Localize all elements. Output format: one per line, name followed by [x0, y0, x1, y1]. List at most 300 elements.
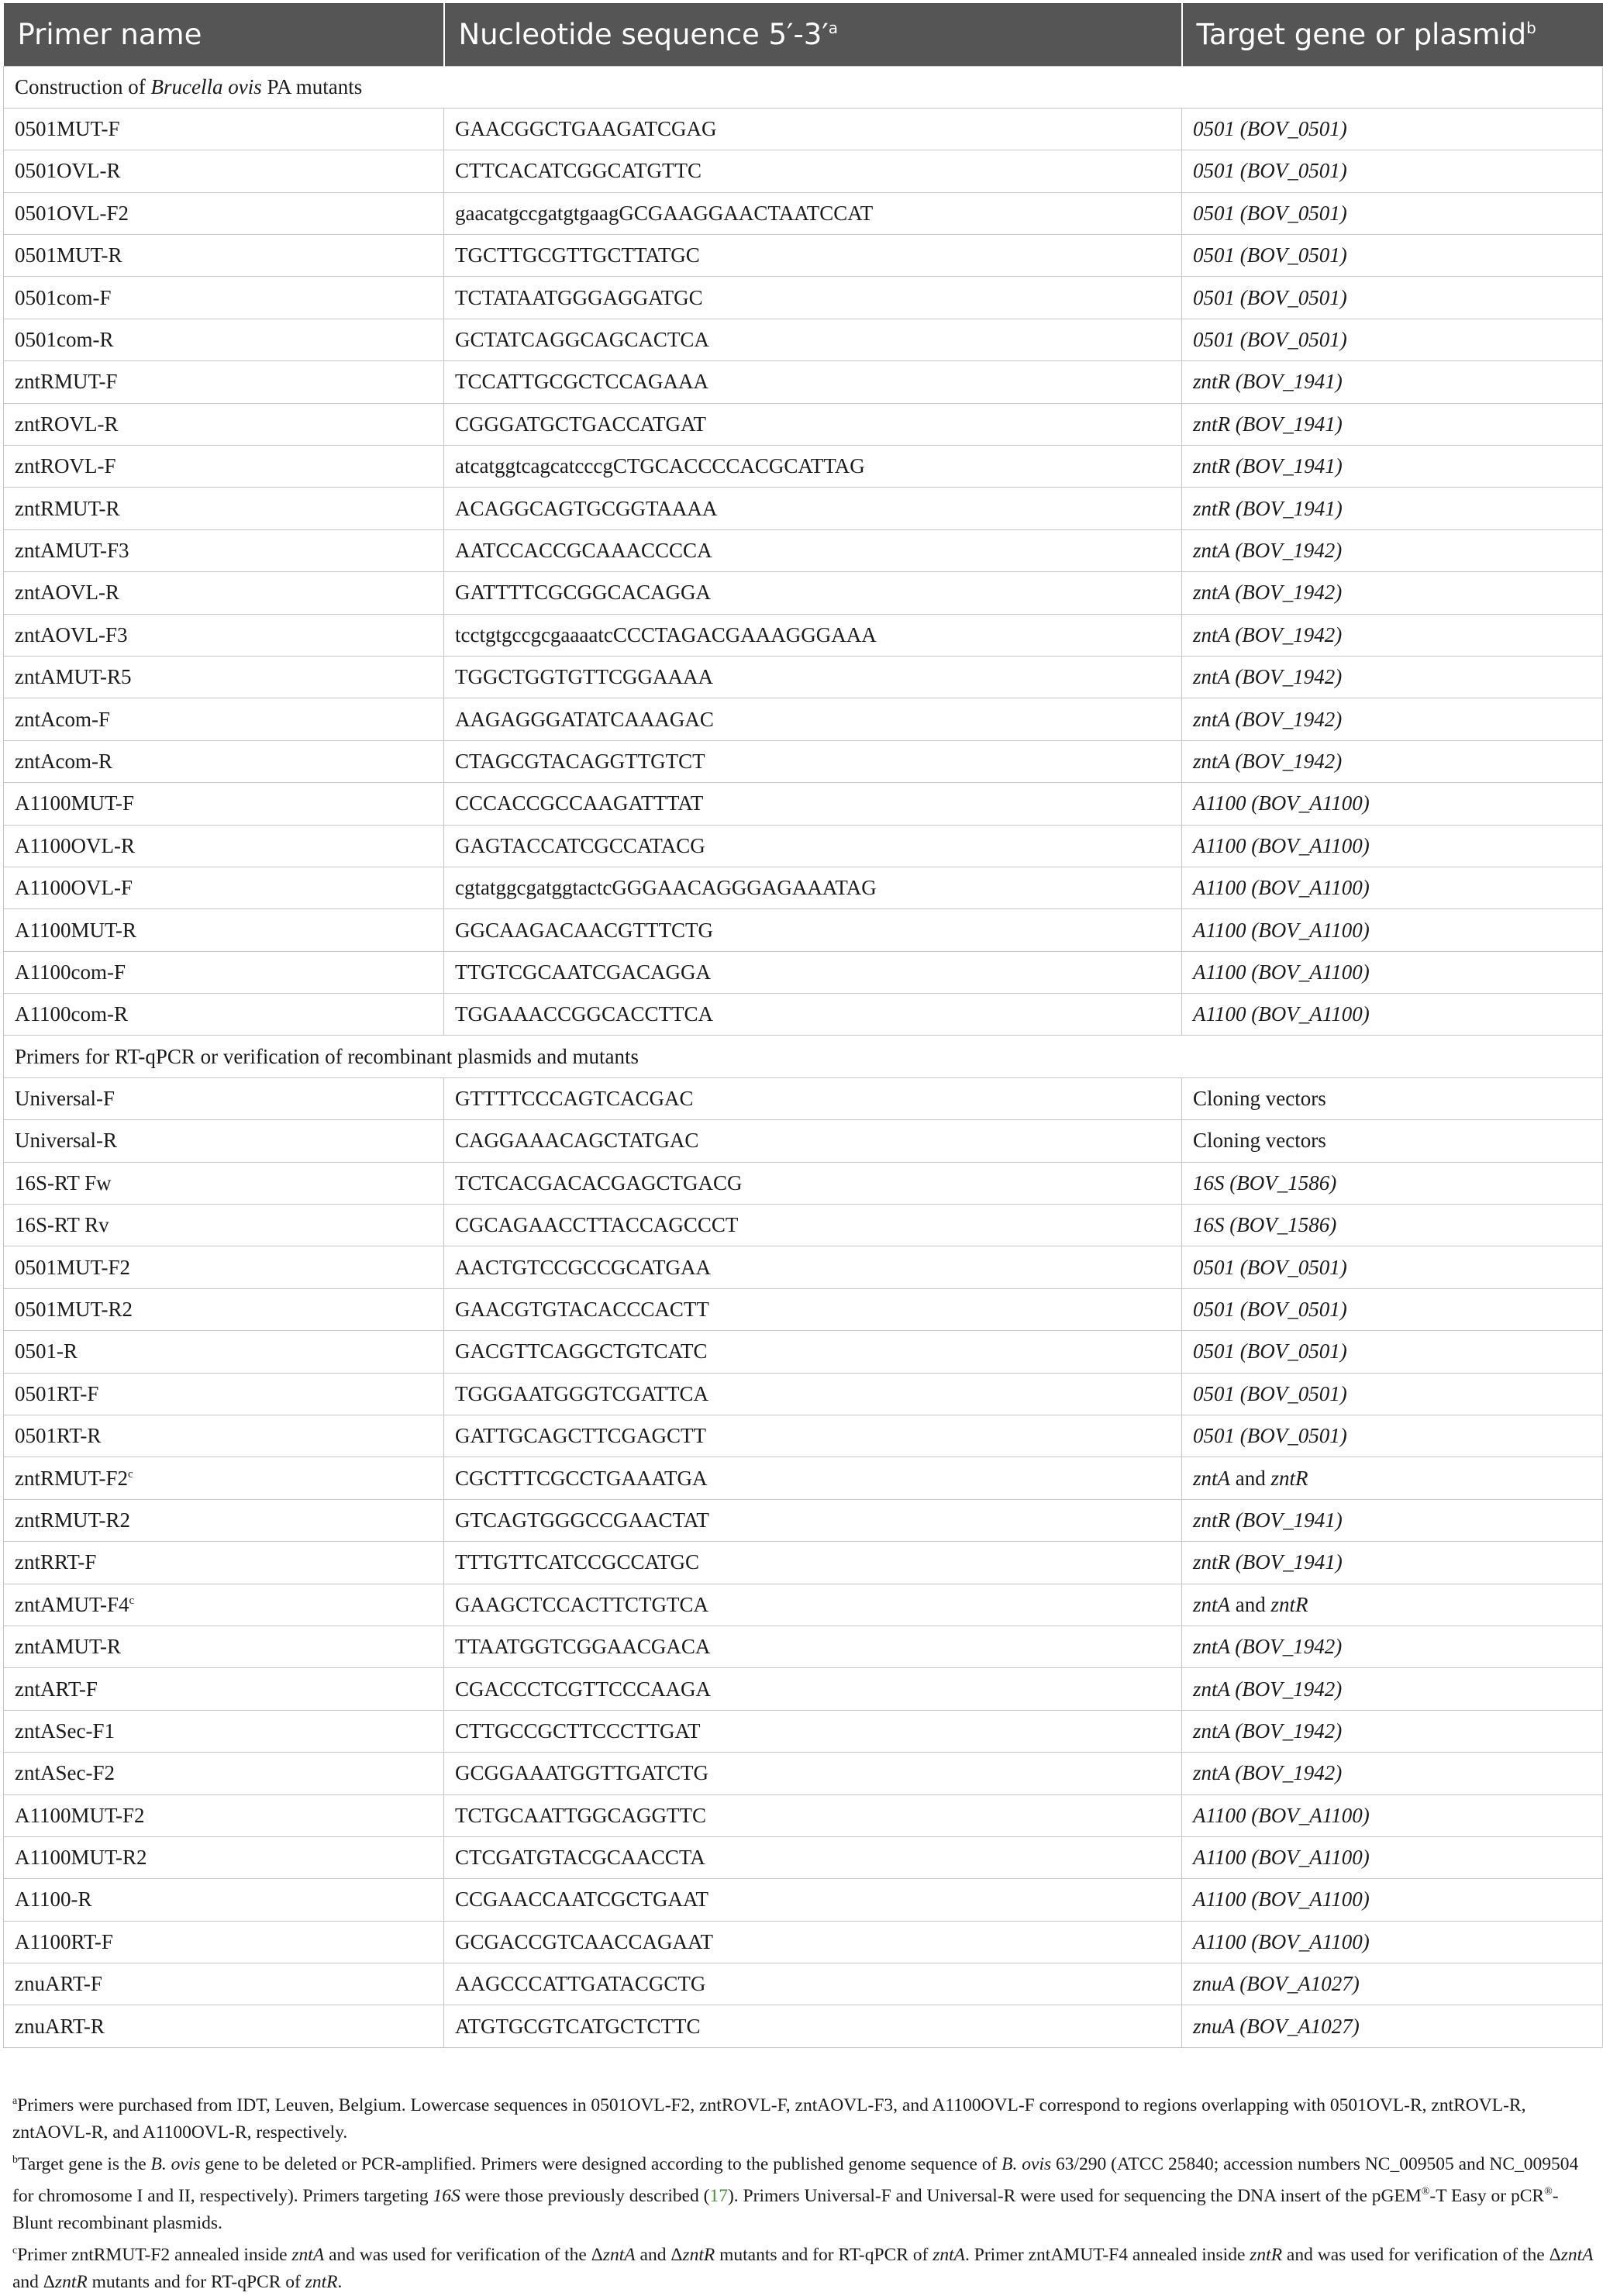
primer-target: zntR (BOV_1941) [1193, 412, 1343, 436]
section-row [4, 1036, 1603, 1077]
primer-name-cell [4, 1542, 444, 1584]
sequence-cell [444, 1499, 1182, 1541]
primer-name: A1100MUT-F2 [15, 1803, 145, 1827]
target-cell [1182, 1331, 1603, 1373]
primer-table [3, 3, 1603, 2048]
table-row [4, 1753, 1603, 1794]
sequence-cell [444, 108, 1182, 150]
target-cell [1182, 656, 1603, 698]
primer-target: Cloning vectors [1193, 1087, 1326, 1111]
target-cell [1182, 488, 1603, 529]
section-title [4, 1036, 1603, 1077]
table-header [4, 3, 1603, 66]
primer-sequence: ACAGGCAGTGCGGTAAAA [455, 496, 718, 520]
target-cell [1182, 1288, 1603, 1330]
primer-sequence: TGGGAATGGGTCGATTCA [455, 1381, 708, 1405]
primer-name-cell [4, 1879, 444, 1921]
target-cell [1182, 108, 1603, 150]
footnote-text: Primers were purchased from IDT, Leuven, Belgium. Lowercase sequences in 0501OVL-F2, zntROVL-F, zntAOVL-F3, and A1100OVL-F correspond to regions overlapping with 0501OVL-R, zntROVL-R, zntAOVL-R, and A1100OVL-R, respectively. [12, 2095, 1526, 2143]
table-row [4, 529, 1603, 571]
primer-name-cell [4, 319, 444, 360]
primer-target: zntR (BOV_1941) [1193, 370, 1343, 394]
sequence-cell [444, 951, 1182, 993]
primer-target: zntA (BOV_1942) [1193, 581, 1343, 605]
primer-target: znuA (BOV_A1027) [1193, 1972, 1360, 1996]
sequence-cell [444, 1794, 1182, 1836]
primer-name: 0501-R [15, 1339, 78, 1363]
primer-target: 0501 (BOV_0501) [1193, 201, 1347, 225]
target-cell [1182, 614, 1603, 656]
primer-name: zntAcom-F [15, 707, 110, 731]
primer-name: A1100com-R [15, 1002, 128, 1026]
primer-name-cell [4, 150, 444, 192]
table-row [4, 235, 1603, 277]
primer-name: zntRMUT-R2 [15, 1508, 131, 1532]
primer-name-cell [4, 361, 444, 403]
primer-target: zntA (BOV_1942) [1193, 1719, 1343, 1743]
footnote-italic: zntR [682, 2245, 715, 2265]
table-row [4, 1499, 1603, 1541]
primer-target: zntR (BOV_1941) [1193, 496, 1343, 520]
target-cell [1182, 1710, 1603, 1752]
primer-name-cell [4, 488, 444, 529]
target-cell [1182, 1246, 1603, 1288]
sequence-cell [444, 698, 1182, 740]
sequence-cell [444, 1625, 1182, 1667]
sequence-cell [444, 1584, 1182, 1625]
table-row [4, 1120, 1603, 1162]
table-body [4, 66, 1603, 2047]
primer-target: 0501 (BOV_0501) [1193, 1424, 1347, 1448]
primer-sequence: TCTGCAATTGGCAGGTTC [455, 1803, 706, 1827]
footnote-text: -T Easy or pCR [1429, 2186, 1545, 2206]
target-cell [1182, 1921, 1603, 1963]
table-row [4, 150, 1603, 192]
footnote-text: ). Primers Universal-F and Universal-R were used for sequencing the DNA insert of the pGEM [727, 2186, 1422, 2206]
sequence-cell [444, 867, 1182, 908]
primer-name-cell [4, 1288, 444, 1330]
primer-name: Universal-R [15, 1129, 117, 1153]
primer-sequence: GAAGCTCCACTTCTGTCA [455, 1592, 709, 1616]
primer-name-cell [4, 951, 444, 993]
target-cell [1182, 150, 1603, 192]
sequence-cell [444, 1879, 1182, 1921]
primer-sequence: GAACGGCTGAAGATCGAG [455, 117, 717, 141]
table-footnotes [12, 2087, 1594, 2296]
table-row [4, 1963, 1603, 2005]
sequence-cell [444, 488, 1182, 529]
primer-sequence: CTTGCCGCTTCCCTTGAT [455, 1719, 701, 1743]
primer-target: A1100 (BOV_A1100) [1193, 918, 1370, 942]
primer-sequence: tcctgtgccgcgaaaatcCCCTAGACGAAAGGGAAA [455, 622, 877, 646]
table-row [4, 572, 1603, 614]
primer-name: 0501com-F [15, 285, 112, 309]
target-cell [1182, 1120, 1603, 1162]
primer-name-cell [4, 1415, 444, 1457]
table-row [4, 1836, 1603, 1878]
primer-name-cell [4, 572, 444, 614]
table-row [4, 698, 1603, 740]
sequence-cell [444, 446, 1182, 488]
section-title-text: Construction of [15, 74, 151, 98]
footnote [12, 2237, 1594, 2296]
primer-target: zntA (BOV_1942) [1193, 665, 1343, 689]
sequence-cell [444, 825, 1182, 867]
primer-sequence: CGGGATGCTGACCATGAT [455, 412, 707, 436]
target-cell [1182, 2005, 1603, 2047]
table-row [4, 1879, 1603, 1921]
primer-target: zntA (BOV_1942) [1193, 749, 1343, 773]
footnote-text: and Δ [635, 2245, 683, 2265]
target-cell [1182, 1415, 1603, 1457]
target-cell [1182, 277, 1603, 319]
table-row [4, 1457, 1603, 1499]
primer-sequence: GAGTACCATCGCCATACG [455, 833, 705, 857]
target-cell [1182, 740, 1603, 782]
footnote-italic: B. ovis [150, 2154, 201, 2174]
sequence-cell [444, 1246, 1182, 1288]
target-cell [1182, 1836, 1603, 1878]
primer-sequence: ATGTGCGTCATGCTCTTC [455, 2014, 701, 2038]
primer-name: A1100OVL-R [15, 833, 135, 857]
primer-target: Cloning vectors [1193, 1129, 1326, 1153]
primer-name: 0501RT-R [15, 1424, 102, 1448]
primer-sequence: TGGCTGGTGTTCGGAAAA [455, 665, 713, 689]
sequence-cell [444, 1077, 1182, 1119]
table-row [4, 361, 1603, 403]
sequence-cell [444, 403, 1182, 445]
section-row [4, 66, 1603, 108]
table-row [4, 783, 1603, 825]
footnote-text: Primer zntRMUT-F2 annealed inside [17, 2245, 292, 2265]
footnote-mark: c [129, 1594, 135, 1607]
sequence-cell [444, 1542, 1182, 1584]
primer-name-cell [4, 1921, 444, 1963]
primer-sequence: CTCGATGTACGCAACCTA [455, 1846, 705, 1870]
target-cell [1182, 1584, 1603, 1625]
primer-name: 0501MUT-F2 [15, 1255, 131, 1279]
sequence-cell [444, 614, 1182, 656]
target-cell [1182, 1753, 1603, 1794]
footnote-italic: zntR [1250, 2245, 1283, 2265]
footnote-text: mutants and for RT-qPCR of [715, 2245, 933, 2265]
sequence-cell [444, 150, 1182, 192]
target-cell [1182, 1668, 1603, 1710]
table-row [4, 277, 1603, 319]
primer-name: 0501com-R [15, 328, 114, 352]
primer-name: A1100MUT-F [15, 791, 135, 815]
primer-target: zntA (BOV_1942) [1193, 622, 1343, 646]
table-row [4, 1668, 1603, 1710]
footnote-italic: zntA [932, 2245, 966, 2265]
primer-sequence: GTCAGTGGGCCGAACTAT [455, 1508, 709, 1532]
table-row [4, 1288, 1603, 1330]
primer-name-cell [4, 1625, 444, 1667]
table-row [4, 951, 1603, 993]
table-row [4, 2005, 1603, 2047]
primer-name: zntRRT-F [15, 1550, 97, 1574]
primer-sequence: CTTCACATCGGCATGTTC [455, 159, 702, 183]
target-cell [1182, 994, 1603, 1036]
primer-name-cell [4, 446, 444, 488]
sequence-cell [444, 1415, 1182, 1457]
primer-name-cell [4, 277, 444, 319]
footnote-text: -Blunt recombinant plasmids. [12, 2186, 1559, 2233]
primer-name-cell [4, 909, 444, 951]
primer-target: 0501 (BOV_0501) [1193, 285, 1347, 309]
primer-name-cell [4, 1668, 444, 1710]
primer-sequence: TGCTTGCGTTGCTTATGC [455, 243, 700, 267]
table-row [4, 1246, 1603, 1288]
target-cell [1182, 235, 1603, 277]
footnote-text: Target gene is the [18, 2154, 151, 2174]
primer-target: A1100 (BOV_A1100) [1193, 1803, 1370, 1827]
footnote-italic: zntA [602, 2245, 636, 2265]
primer-target: 16S (BOV_1586) [1193, 1170, 1337, 1195]
primer-name: znuART-F [15, 1972, 102, 1996]
table-row [4, 656, 1603, 698]
primer-name: zntASec-F2 [15, 1761, 115, 1785]
table-row [4, 740, 1603, 782]
target-cell [1182, 361, 1603, 403]
primer-name-cell [4, 867, 444, 908]
primer-target: zntA (BOV_1942) [1193, 707, 1343, 731]
primer-target: zntA (BOV_1942) [1193, 538, 1343, 562]
primer-sequence: TCTCACGACACGAGCTGACG [455, 1170, 743, 1195]
footnote [12, 2087, 1594, 2146]
target-cell [1182, 783, 1603, 825]
sequence-cell [444, 529, 1182, 571]
primer-name-cell [4, 2005, 444, 2047]
header-primer-name: Primer name [4, 3, 444, 66]
target-cell [1182, 951, 1603, 993]
primer-sequence: CAGGAAACAGCTATGAC [455, 1129, 699, 1153]
primer-target: zntA (BOV_1942) [1193, 1677, 1343, 1701]
primer-name: 0501RT-F [15, 1381, 99, 1405]
primer-target: A1100 (BOV_A1100) [1193, 1846, 1370, 1870]
reference-link: 17 [709, 2186, 728, 2206]
sequence-cell [444, 909, 1182, 951]
target-cell [1182, 319, 1603, 360]
footnote-text: . [337, 2272, 343, 2292]
sequence-cell [444, 2005, 1182, 2047]
primer-name-cell [4, 1457, 444, 1499]
target-cell [1182, 1794, 1603, 1836]
primer-name-cell [4, 1963, 444, 2005]
sequence-cell [444, 740, 1182, 782]
table-row [4, 1205, 1603, 1246]
section-title [4, 66, 1603, 108]
primer-name: A1100MUT-R2 [15, 1846, 147, 1870]
primer-sequence: atcatggtcagcatcccgCTGCACCCCACGCATTAG [455, 454, 865, 478]
primer-sequence: AAGAGGGATATCAAAGAC [455, 707, 714, 731]
primer-name: 0501OVL-F2 [15, 201, 129, 225]
sequence-cell [444, 1457, 1182, 1499]
primer-name-cell [4, 235, 444, 277]
header-sequence: Nucleotide sequence $5'-3'^a$ [444, 3, 1182, 66]
target-cell [1182, 1077, 1603, 1119]
sequence-cell [444, 1963, 1182, 2005]
primer-name-cell [4, 1162, 444, 1204]
primer-name-cell [4, 825, 444, 867]
header-target: Target gene or plasmid$^b$ [1196, 17, 1536, 51]
primer-sequence: GATTTTCGCGGCACAGGA [455, 581, 711, 605]
table-row [4, 867, 1603, 908]
sequence-cell [444, 1205, 1182, 1246]
footnote-text: and Δ [12, 2272, 55, 2292]
primer-sequence: GCGGAAATGGTTGATCTG [455, 1761, 708, 1785]
sequence-cell [444, 1331, 1182, 1373]
primer-name: zntAMUT-R5 [15, 665, 132, 689]
primer-sequence: GCGACCGTCAACCAGAAT [455, 1929, 714, 1953]
primer-target: A1100 (BOV_A1100) [1193, 791, 1370, 815]
primer-target: 0501 (BOV_0501) [1193, 1255, 1347, 1279]
table-row [4, 1162, 1603, 1204]
sequence-cell [444, 1162, 1182, 1204]
footnote-italic: zntA [291, 2245, 325, 2265]
primer-name: zntAMUT-F3 [15, 538, 129, 562]
primer-name: 16S-RT Fw [15, 1170, 112, 1195]
primer-name: 0501MUT-R2 [15, 1298, 133, 1322]
footnote-mark: b [12, 2154, 18, 2166]
primer-sequence: GCTATCAGGCAGCACTCA [455, 328, 709, 352]
primer-name: zntAMUT-F4 [15, 1592, 129, 1616]
primer-sequence: AAGCCCATTGATACGCTG [455, 1972, 706, 1996]
primer-name: A1100com-F [15, 960, 126, 984]
primer-sequence: cgtatggcgatggtactcGGGAACAGGGAGAAATAG [455, 876, 877, 900]
primer-target: 0501 (BOV_0501) [1193, 1339, 1347, 1363]
primer-name-cell [4, 1499, 444, 1541]
primer-sequence: CGCTTTCGCCTGAAATGA [455, 1466, 708, 1490]
primer-name-cell [4, 698, 444, 740]
table-row [4, 1584, 1603, 1625]
primer-name: zntRMUT-F2 [15, 1466, 129, 1490]
primer-sequence: AACTGTCCGCCGCATGAA [455, 1255, 712, 1279]
primer-name-cell [4, 994, 444, 1036]
primer-sequence: GAACGTGTACACCCACTT [455, 1298, 709, 1322]
registered-mark: ® [1421, 2186, 1430, 2198]
primer-name-cell [4, 1753, 444, 1794]
primer-name: A1100OVL-F [15, 876, 133, 900]
primer-sequence: TTGTCGCAATCGACAGGA [455, 960, 711, 984]
primer-target: zntR (BOV_1941) [1193, 454, 1343, 478]
primer-name: zntROVL-R [15, 412, 119, 436]
table-row [4, 614, 1603, 656]
primer-target: zntA (BOV_1942) [1193, 1761, 1343, 1785]
primer-name: zntAcom-R [15, 749, 112, 773]
footnote [12, 2146, 1594, 2237]
target-cell [1182, 825, 1603, 867]
primer-sequence: CCGAACCAATCGCTGAAT [455, 1887, 709, 1912]
sequence-cell [444, 1373, 1182, 1415]
sequence-cell [444, 1921, 1182, 1963]
section-title-species: Brucella ovis [150, 74, 262, 98]
primer-target: A1100 (BOV_A1100) [1193, 960, 1370, 984]
primer-sequence: gaacatgccgatgtgaagGCGAAGGAACTAATCCAT [455, 201, 874, 225]
sequence-cell [444, 235, 1182, 277]
footnote-italic: zntA [1560, 2245, 1594, 2265]
sequence-cell [444, 994, 1182, 1036]
target-cell [1182, 1162, 1603, 1204]
primer-name-cell [4, 403, 444, 445]
table-row [4, 1625, 1603, 1667]
primer-sequence: TCTATAATGGGAGGATGC [455, 285, 703, 309]
sequence-cell [444, 783, 1182, 825]
section-title-text: Primers for RT-qPCR or verification of recombinant plasmids and mutants [15, 1044, 639, 1068]
primer-name: zntRMUT-R [15, 496, 120, 520]
table-row [4, 909, 1603, 951]
primer-name: zntAOVL-R [15, 581, 119, 605]
footnote-text: and was used for verification of the Δ [324, 2245, 603, 2265]
sequence-cell [444, 1710, 1182, 1752]
primer-target: 0501 (BOV_0501) [1193, 1298, 1347, 1322]
table-row [4, 1077, 1603, 1119]
primer-target: zntA and zntR [1193, 1592, 1308, 1616]
footnote-text: gene to be deleted or PCR-amplified. Primers were designed according to the published genome sequence of [200, 2154, 1002, 2174]
primer-target: 0501 (BOV_0501) [1193, 1381, 1347, 1405]
primer-target: A1100 (BOV_A1100) [1193, 833, 1370, 857]
primer-name-cell [4, 740, 444, 782]
target-cell [1182, 572, 1603, 614]
footnote-italic: B. ovis [1001, 2154, 1052, 2174]
table-row [4, 1710, 1603, 1752]
primer-target: zntA (BOV_1942) [1193, 1635, 1343, 1659]
footnote-text: and was used for verification of the Δ [1282, 2245, 1561, 2265]
target-cell [1182, 1542, 1603, 1584]
footnote-text: 63/290 (ATCC 25840; accession numbers NC_009505 and NC_009504 for chromosome I and II, respectively). Primers targeting [12, 2154, 1579, 2206]
target-cell [1182, 1499, 1603, 1541]
primer-target: 0501 (BOV_0501) [1193, 328, 1347, 352]
footnote-text: mutants and for RT-qPCR of [87, 2272, 305, 2292]
target-cell [1182, 1205, 1603, 1246]
target-cell [1182, 403, 1603, 445]
primer-name-cell [4, 1794, 444, 1836]
table-row [4, 1415, 1603, 1457]
primer-sequence: TGGAAACCGGCACCTTCA [455, 1002, 714, 1026]
table-row [4, 994, 1603, 1036]
footnote-italic: 16S [433, 2186, 460, 2206]
target-cell [1182, 909, 1603, 951]
primer-sequence: GTTTTCCCAGTCACGAC [455, 1087, 694, 1111]
table-row [4, 1921, 1603, 1963]
target-cell [1182, 529, 1603, 571]
table-row [4, 319, 1603, 360]
sequence-cell [444, 361, 1182, 403]
primer-sequence: CCCACCGCCAAGATTTAT [455, 791, 704, 815]
table-row [4, 825, 1603, 867]
registered-mark: ® [1544, 2186, 1553, 2198]
table-row [4, 1331, 1603, 1373]
target-cell [1182, 867, 1603, 908]
primer-sequence: CGACCCTCGTTCCCAAGA [455, 1677, 712, 1701]
sequence-cell [444, 1288, 1182, 1330]
primer-name: 0501MUT-R [15, 243, 122, 267]
primer-name: A1100RT-F [15, 1929, 113, 1953]
sequence-cell [444, 1668, 1182, 1710]
primer-name: A1100MUT-R [15, 918, 137, 942]
primer-name: A1100-R [15, 1887, 92, 1912]
section-title-suffix: PA mutants [261, 74, 363, 98]
table-row [4, 108, 1603, 150]
primer-target: 0501 (BOV_0501) [1193, 159, 1347, 183]
primer-name-cell [4, 1584, 444, 1625]
sequence-cell [444, 656, 1182, 698]
sequence-cell [444, 572, 1182, 614]
primer-name: zntROVL-F [15, 454, 116, 478]
sequence-cell [444, 1120, 1182, 1162]
primer-target: A1100 (BOV_A1100) [1193, 1929, 1370, 1953]
target-cell [1182, 1625, 1603, 1667]
